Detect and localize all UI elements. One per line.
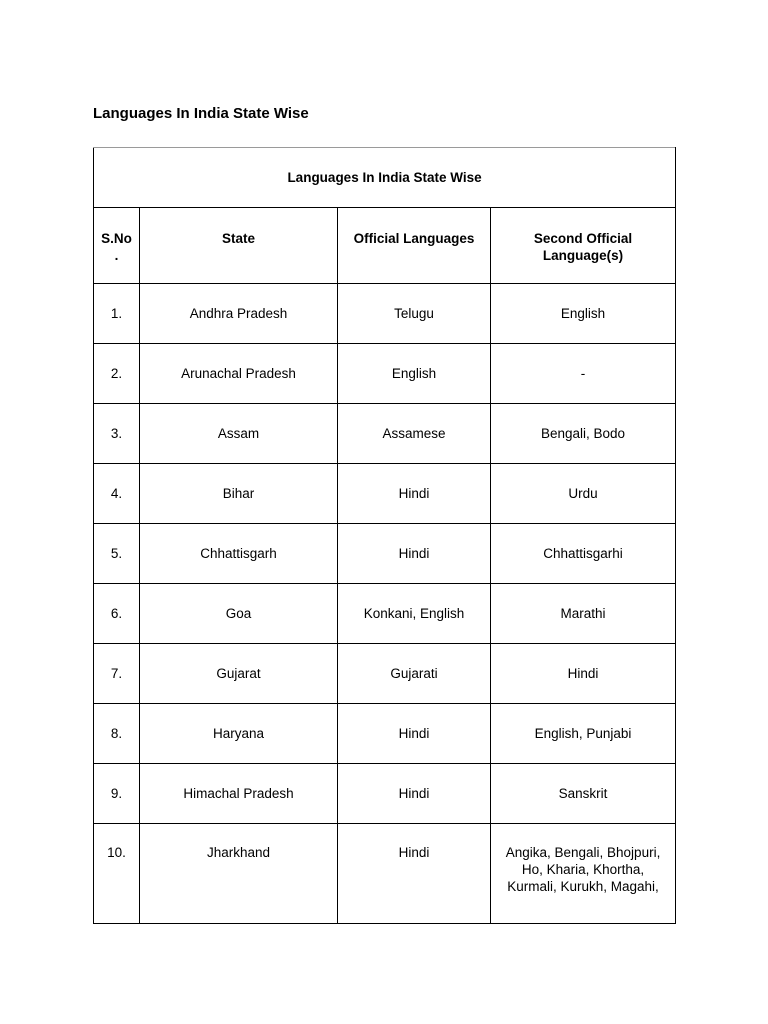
cell-sno: 1.: [94, 284, 140, 344]
header-second-official-languages: Second Official Language(s): [491, 208, 676, 284]
cell-second: Bengali, Bodo: [491, 404, 676, 464]
header-sno-line1: S.No: [101, 231, 132, 246]
header-official-languages: Official Languages: [338, 208, 491, 284]
cell-state: Assam: [140, 404, 338, 464]
table-row: [94, 404, 676, 464]
cell-second: Sanskrit: [491, 764, 676, 824]
cell-sno: 6.: [94, 584, 140, 644]
document-title: Languages In India State Wise: [93, 105, 309, 122]
table-row: [94, 524, 676, 584]
table-row: [94, 584, 676, 644]
languages-table: [93, 147, 676, 924]
table-row: [94, 764, 676, 824]
cell-official: Hindi: [338, 824, 491, 924]
cell-sno: 8.: [94, 704, 140, 764]
cell-official: Gujarati: [338, 644, 491, 704]
table-caption: Languages In India State Wise: [94, 148, 676, 208]
cell-state: Himachal Pradesh: [140, 764, 338, 824]
cell-official: Hindi: [338, 524, 491, 584]
cell-official: Assamese: [338, 404, 491, 464]
cell-sno: 7.: [94, 644, 140, 704]
table-header-row: [94, 208, 676, 284]
table-row: [94, 704, 676, 764]
cell-second: Hindi: [491, 644, 676, 704]
header-state: State: [140, 208, 338, 284]
cell-official: Konkani, English: [338, 584, 491, 644]
cell-second: English, Punjabi: [491, 704, 676, 764]
table-row: [94, 344, 676, 404]
header-sno-line2: .: [114, 248, 119, 263]
cell-official: Hindi: [338, 464, 491, 524]
cell-official: English: [338, 344, 491, 404]
cell-second: English: [491, 284, 676, 344]
cell-state: Chhattisgarh: [140, 524, 338, 584]
cell-second: Marathi: [491, 584, 676, 644]
table-caption-row: [94, 148, 676, 208]
cell-sno: 4.: [94, 464, 140, 524]
table-row: [94, 644, 676, 704]
cell-second: -: [491, 344, 676, 404]
cell-sno: 3.: [94, 404, 140, 464]
cell-state: Bihar: [140, 464, 338, 524]
cell-state: Gujarat: [140, 644, 338, 704]
table-row: [94, 824, 676, 924]
cell-second: Urdu: [491, 464, 676, 524]
cell-official: Hindi: [338, 704, 491, 764]
cell-second: Angika, Bengali, Bhojpuri, Ho, Kharia, Khortha, Kurmali, Kurukh, Magahi,: [491, 824, 676, 924]
cell-state: Jharkhand: [140, 824, 338, 924]
cell-state: Arunachal Pradesh: [140, 344, 338, 404]
cell-state: Haryana: [140, 704, 338, 764]
table-row: [94, 284, 676, 344]
cell-state: Goa: [140, 584, 338, 644]
cell-sno: 2.: [94, 344, 140, 404]
cell-sno: 9.: [94, 764, 140, 824]
cell-second: Chhattisgarhi: [491, 524, 676, 584]
header-sno: [94, 208, 140, 284]
cell-official: Telugu: [338, 284, 491, 344]
cell-sno: 10.: [94, 824, 140, 924]
cell-official: Hindi: [338, 764, 491, 824]
table-row: [94, 464, 676, 524]
cell-sno: 5.: [94, 524, 140, 584]
cell-state: Andhra Pradesh: [140, 284, 338, 344]
